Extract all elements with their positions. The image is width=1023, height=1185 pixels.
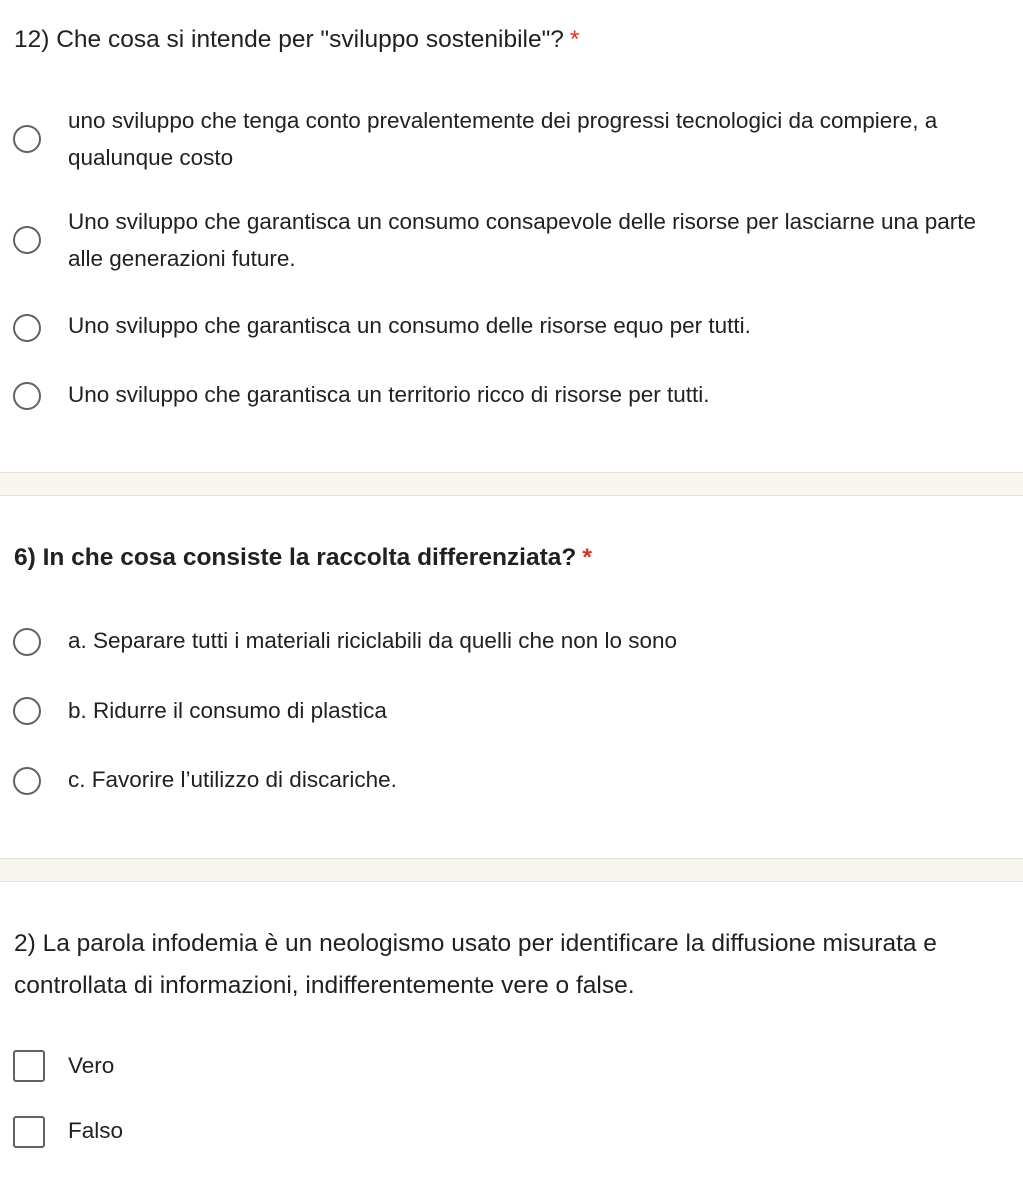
required-asterisk: * bbox=[569, 26, 580, 53]
radio-button[interactable] bbox=[13, 697, 41, 725]
option-label[interactable]: Uno sviluppo che garantisca un consumo consapevole delle risorse per lasciarne una parte alle generazioni future. bbox=[68, 209, 977, 271]
option-label[interactable]: Uno sviluppo che garantisca un consumo delle risorse equo per tutti. bbox=[68, 313, 751, 338]
required-asterisk: * bbox=[582, 544, 592, 571]
question-title: 12) Che cosa si intende per "sviluppo sostenibile"? * bbox=[14, 26, 580, 53]
radio-button[interactable] bbox=[13, 382, 41, 410]
option-label[interactable]: a. Separare tutti i materiali riciclabili da quelli che non lo sono bbox=[68, 628, 678, 653]
radio-button[interactable] bbox=[13, 767, 41, 795]
option-label[interactable]: Uno sviluppo che garantisca un territorio ricco di risorse per tutti. bbox=[68, 382, 710, 407]
question-title: 2) La parola infodemia è un neologismo usato per identificare la diffusione misurata e controllata di informazioni, indifferentemente vere o false. bbox=[14, 930, 937, 999]
option-label[interactable]: Falso bbox=[68, 1118, 124, 1143]
option-label[interactable]: uno sviluppo che tenga conto prevalentemente dei progressi tecnologici da compiere, a qualunque costo bbox=[68, 108, 938, 170]
option-label[interactable]: Vero bbox=[68, 1053, 115, 1078]
checkbox[interactable] bbox=[13, 1116, 45, 1148]
section-divider bbox=[0, 472, 1023, 496]
section-divider bbox=[0, 858, 1023, 882]
question-title: 6) In che cosa consiste la raccolta differenziata? * bbox=[14, 544, 592, 571]
radio-button[interactable] bbox=[13, 226, 41, 254]
radio-button[interactable] bbox=[13, 125, 41, 153]
checkbox[interactable] bbox=[13, 1050, 45, 1082]
radio-button[interactable] bbox=[13, 314, 41, 342]
radio-button[interactable] bbox=[13, 628, 41, 656]
option-label[interactable]: c. Favorire l’utilizzo di discariche. bbox=[68, 767, 397, 792]
option-label[interactable]: b. Ridurre il consumo di plastica bbox=[68, 698, 387, 723]
